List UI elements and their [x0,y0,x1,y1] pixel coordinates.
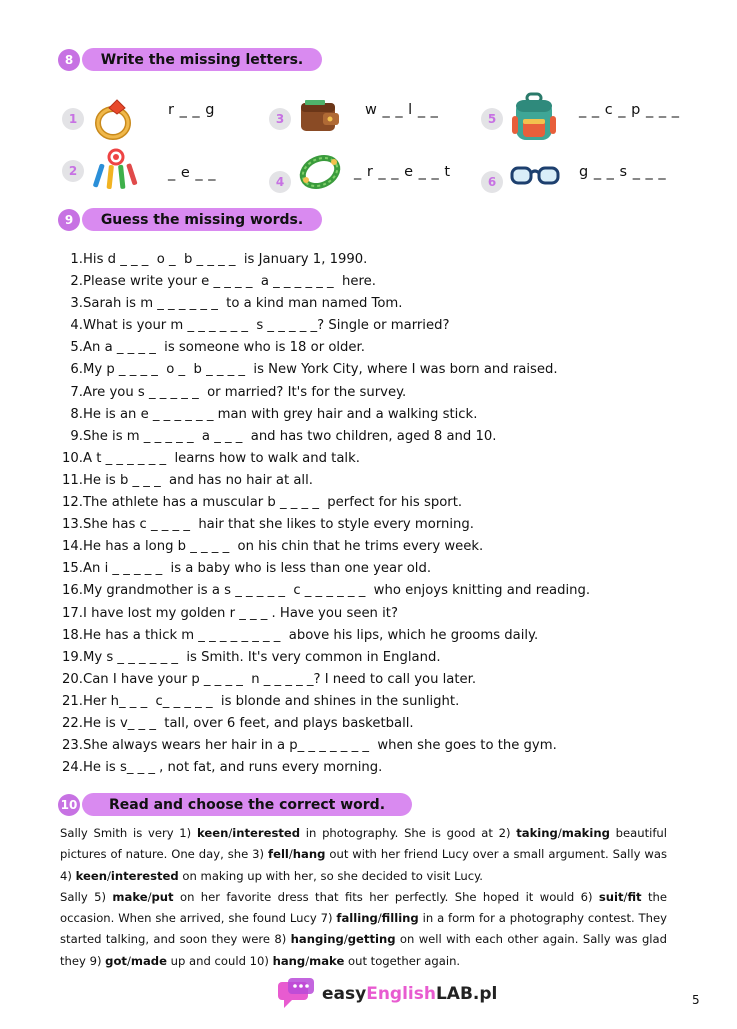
sentence-item [60,449,590,471]
sentence-text: What is your m _ _ _ _ _ _ s _ _ _ _ _? Single or married? [83,318,450,334]
sentence-text: Her h_ _ _ c_ _ _ _ _ is blonde and shines in the sunlight. [83,693,460,709]
reading-passage [60,823,667,972]
sentence-text: My grandmother is a s _ _ _ _ _ c _ _ _ _ _ _ who enjoys knitting and reading. [83,583,591,599]
sentence-text: An i _ _ _ _ _ is a baby who is less than one year old. [83,561,432,577]
passage-text: in a form for a photography contest. They started talking, and soon they were 8) [60,911,667,947]
sentence-list [60,250,590,780]
sentence-item [60,559,590,581]
section-10-number: 10 [58,794,80,816]
word-option[interactable]: falling [336,911,378,926]
passage-text: Sally Smith is very 1) [60,826,197,840]
passage-text: Sally 5) [60,889,113,904]
section-8-title: Write the missing letters. [82,48,322,71]
sentence-number: 9. [70,428,83,444]
word-option[interactable]: got [105,953,127,968]
sentence-text: He is v_ _ _ tall, over 6 feet, and plays basketball. [83,715,414,731]
sentence-item [60,670,590,692]
word-option[interactable]: fell [268,847,289,862]
sentence-item [60,714,590,736]
word-option[interactable]: getting [347,932,396,947]
word-option[interactable]: interested [232,826,301,840]
passage-text: / [147,889,152,904]
sentence-text: She has c _ _ _ _ hair that she likes to style every morning. [83,517,474,533]
passage-text: on well with each other again. Sally was glad they 9) [60,932,667,968]
sentence-item [60,626,590,648]
logo-part-1: easy [322,984,367,1004]
item-4-word: _ r _ _ e _ _ t [354,164,451,180]
item-3-word: w _ _ l _ _ [365,102,439,118]
item-1-number: 1 [62,108,84,130]
word-option[interactable]: hanging [290,932,344,947]
word-option[interactable]: fit [627,889,642,904]
sentence-item [60,758,590,780]
word-option[interactable]: make [309,953,345,968]
section-9-number: 9 [58,209,80,231]
sentence-text: My s _ _ _ _ _ _ is Smith. It's very common in England. [83,649,441,665]
sentence-number: 1. [70,252,83,267]
sentence-item [60,493,590,515]
ring-icon [92,96,138,142]
passage-text: the occasion. When she arrived, she found Lucy 7) [60,889,667,926]
word-option[interactable]: make [112,889,148,904]
passage-text: beautiful pictures of nature. One day, she 3) [60,826,667,862]
sentence-text: An a _ _ _ _ is someone who is 18 or older. [83,340,365,356]
sentence-item [60,471,590,493]
word-option[interactable]: hang [272,953,306,968]
word-option[interactable]: taking [516,826,558,840]
word-option[interactable]: keen [196,826,229,840]
section-9-title: Guess the missing words. [82,208,322,231]
sentence-text: His d _ _ _ o _ b _ _ _ _ is January 1, 1990. [83,252,368,267]
chat-bubble-icon [276,978,316,1010]
sentence-text: He is an e _ _ _ _ _ _ man with grey hair and a walking stick. [83,406,478,422]
passage-text: / [305,953,310,968]
sentence-text: I have lost my golden r _ _ _ . Have you seen it? [83,605,398,621]
passage-text: / [288,847,293,862]
word-option[interactable]: interested [110,868,179,883]
sentence-item [60,360,590,382]
sentence-text: Sarah is m _ _ _ _ _ _ to a kind man named Tom. [83,296,403,312]
sentence-item [60,692,590,714]
passage-text: / [126,953,131,968]
sentence-item [60,736,590,758]
keys-icon [92,148,140,192]
sentence-number: 20. [62,671,83,687]
sentence-item [60,515,590,537]
bracelet-icon [297,150,343,192]
footer-logo [276,978,497,1010]
passage-text: out together again. [344,953,461,968]
passage-text: in photography. She is good at 2) [300,826,517,840]
passage-text: on making up with her, so she decided to visit Lucy. [178,868,483,883]
sentence-number: 10. [62,450,83,466]
passage-text: / [377,911,382,926]
sentence-number: 13. [62,517,83,533]
word-option[interactable]: made [130,953,167,968]
sentence-item [60,272,590,294]
sentence-item [60,383,590,405]
sentence-number: 17. [62,605,83,621]
item-2-word: _ e _ _ [168,165,216,181]
section-8-number: 8 [58,49,80,71]
sentence-item [60,604,590,626]
sentence-number: 11. [62,472,83,488]
sentence-item [60,581,590,603]
logo-part-2: English [366,984,436,1004]
sentence-number: 24. [62,760,83,776]
passage-text: / [106,868,111,883]
page-number: 5 [692,993,700,1007]
sentence-number: 3. [70,296,83,312]
sentence-number: 12. [62,495,83,511]
item-4-number: 4 [269,171,291,193]
passage-text: on her favorite dress that fits her perfectly. She hoped it would 6) [173,889,599,904]
item-1-word: r _ _ g [168,102,215,118]
item-5-word: _ _ c _ p _ _ _ [579,102,680,118]
glasses-icon [509,162,561,188]
sentence-item [60,294,590,316]
sentence-number: 15. [62,561,83,577]
item-5-number: 5 [481,108,503,130]
item-6-word: g _ _ s _ _ _ [579,164,667,180]
sentence-number: 8. [70,406,83,422]
passage-paragraph [60,887,667,972]
sentence-text: He is b _ _ _ and has no hair at all. [83,472,313,488]
backpack-icon [510,92,558,144]
sentence-text: He has a thick m _ _ _ _ _ _ _ _ above his lips, which he grooms daily. [83,627,539,643]
passage-text: / [557,826,562,840]
sentence-item [60,537,590,559]
word-option[interactable]: keen [75,868,107,883]
logo-part-3: LAB.pl [435,984,498,1004]
sentence-text: Can I have your p _ _ _ _ n _ _ _ _ _? I need to call you later. [83,671,477,687]
passage-text: out with her friend Lucy over a small argument. Sally was 4) [60,847,667,883]
sentence-number: 16. [62,583,83,599]
sentence-item [60,250,590,272]
sentence-item [60,338,590,360]
passage-text: / [343,932,348,947]
sentence-number: 14. [62,539,83,555]
sentence-text: She always wears her hair in a p_ _ _ _ _ _ _ when she goes to the gym. [83,738,557,754]
sentence-item [60,316,590,338]
section-10-title: Read and choose the correct word. [82,793,412,816]
sentence-number: 4. [70,318,83,334]
sentence-text: My p _ _ _ _ o _ b _ _ _ _ is New York City, where I was born and raised. [83,362,558,378]
sentence-number: 23. [62,738,83,754]
word-option[interactable]: filling [381,911,419,926]
sentence-number: 2. [70,274,83,290]
item-6-number: 6 [481,171,503,193]
logo-text [322,984,497,1004]
sentence-text: The athlete has a muscular b _ _ _ _ perfect for his sport. [83,495,463,511]
passage-paragraph [60,823,667,887]
sentence-number: 7. [70,384,83,400]
sentence-number: 19. [62,649,83,665]
sentence-text: Please write your e _ _ _ _ a _ _ _ _ _ _ here. [83,274,376,290]
sentence-number: 21. [62,693,83,709]
sentence-item [60,427,590,449]
passage-text: / [228,826,233,840]
sentence-text: Are you s _ _ _ _ _ or married? It's for the survey. [83,384,407,400]
sentence-item [60,405,590,427]
sentence-text: He has a long b _ _ _ _ on his chin that he trims every week. [83,539,484,555]
word-option[interactable]: making [561,826,610,840]
item-3-number: 3 [269,108,291,130]
wallet-icon [297,98,341,138]
word-option[interactable]: suit [598,889,624,904]
item-2-number: 2 [62,160,84,182]
sentence-text: He is s_ _ _ , not fat, and runs every morning. [83,760,383,776]
sentence-number: 22. [62,715,83,731]
word-option[interactable]: put [151,889,174,904]
passage-text: up and could 10) [166,953,273,968]
word-option[interactable]: hang [292,847,326,862]
sentence-item [60,648,590,670]
sentence-text: She is m _ _ _ _ _ a _ _ _ and has two children, aged 8 and 10. [83,428,497,444]
passage-text: / [623,889,628,904]
sentence-number: 6. [70,362,83,378]
sentence-number: 5. [70,340,83,356]
sentence-number: 18. [62,627,83,643]
sentence-text: A t _ _ _ _ _ _ learns how to walk and talk. [83,450,360,466]
